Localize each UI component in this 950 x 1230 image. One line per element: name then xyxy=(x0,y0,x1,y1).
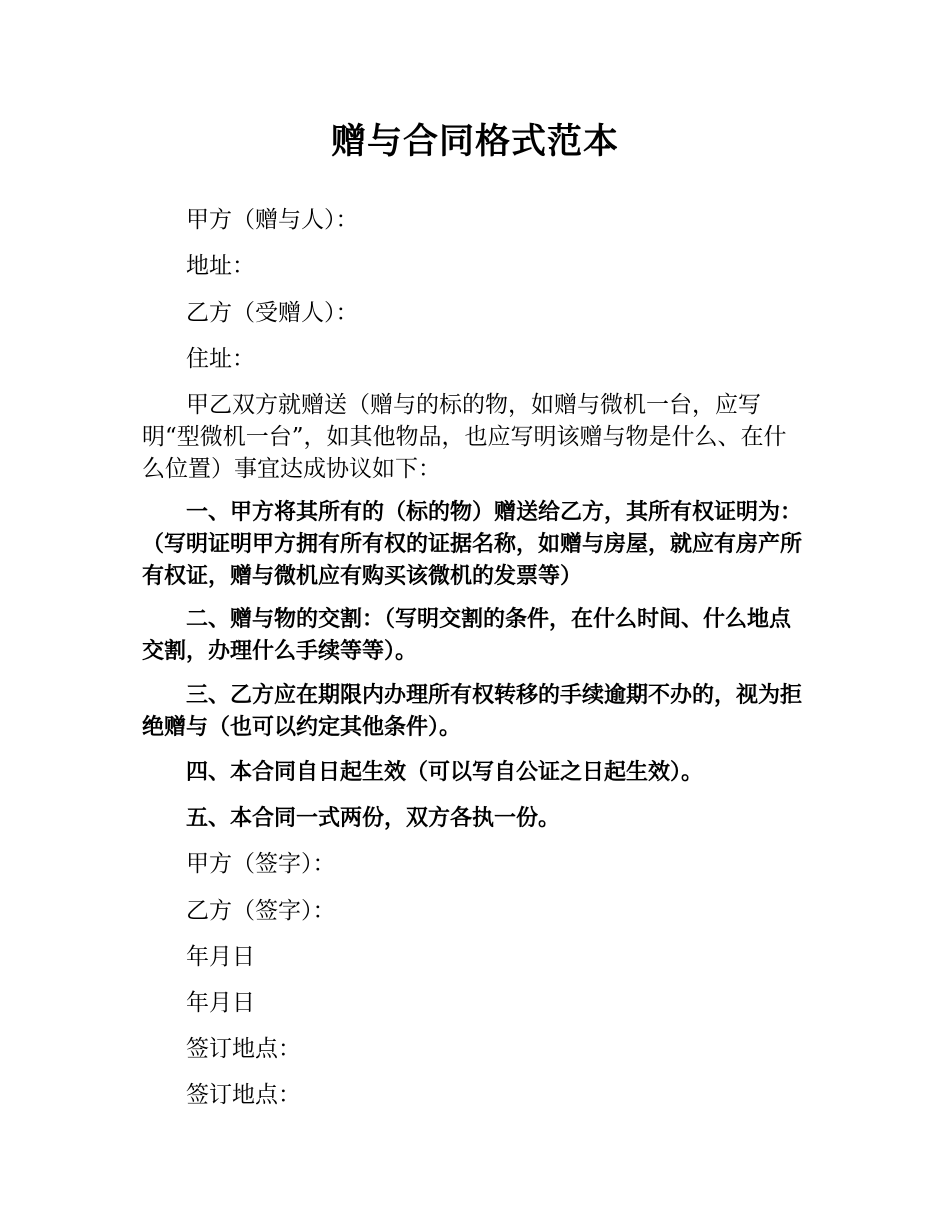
signing-place-b: 签订地点： xyxy=(186,1082,301,1108)
intro-paragraph: 甲乙双方就赠送（赠与的标的物，如赠与微机一台，应写明“型微机一台”，如其他物品，也应写明该赠与物是什么、在什么位置）事宜达成协议如下： xyxy=(142,392,787,482)
signing-place-a: 签订地点： xyxy=(186,1036,301,1062)
date-line-a: 年月日 xyxy=(186,944,255,970)
party-a-line: 甲方（赠与人）： xyxy=(186,207,359,233)
clause-3: 三、乙方应在期限内办理所有权转移的手续逾期不办的，视为拒绝赠与（也可以约定其他条件）。 xyxy=(142,683,803,740)
party-b-line: 乙方（受赠人）： xyxy=(186,300,359,326)
residence-line: 住址： xyxy=(186,346,255,372)
signature-party-a: 甲方（签字）： xyxy=(186,851,336,877)
clause-5: 五、本合同一式两份，双方各执一份。 xyxy=(186,806,561,831)
clause-1: 一、甲方将其所有的（标的物）赠送给乙方，其所有权证明为：（写明证明甲方拥有所有权的证据名称，如赠与房屋，就应有房产所有权证，赠与微机应有购买该微机的发票等） xyxy=(142,500,803,589)
document-title: 赠与合同格式范本 xyxy=(330,122,619,162)
address-line: 地址： xyxy=(186,253,255,279)
clause-2: 二、赠与物的交割：（写明交割的条件，在什么时间、什么地点交割，办理什么手续等等）。 xyxy=(142,607,792,664)
clause-4: 四、本合同自日起生效（可以写自公证之日起生效）。 xyxy=(186,760,704,785)
date-line-b: 年月日 xyxy=(186,990,255,1016)
signature-party-b: 乙方（签字）： xyxy=(186,898,336,924)
